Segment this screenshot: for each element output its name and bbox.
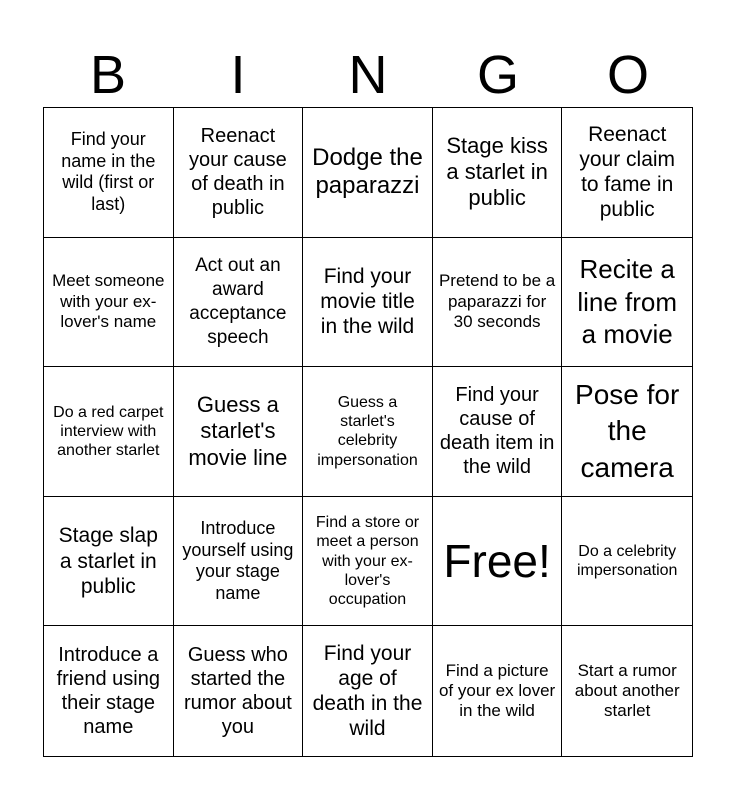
bingo-cell[interactable]: Stage kiss a starlet in public [433, 108, 563, 238]
bingo-cell[interactable]: Find a store or meet a person with your ex-lover's occupation [303, 497, 433, 627]
bingo-cell[interactable]: Reenact your claim to fame in public [562, 108, 692, 238]
bingo-cell[interactable]: Act out an award acceptance speech [174, 238, 304, 368]
bingo-cell[interactable]: Meet someone with your ex-lover's name [44, 238, 174, 368]
bingo-board [43, 107, 693, 757]
header-letter-b: B [89, 45, 127, 105]
bingo-cell[interactable]: Do a red carpet interview with another starlet [44, 367, 174, 497]
bingo-cell[interactable]: Find your age of death in the wild [303, 626, 433, 756]
bingo-cell[interactable]: Guess a starlet's movie line [174, 367, 304, 497]
bingo-cell[interactable]: Pretend to be a paparazzi for 30 seconds [433, 238, 563, 368]
bingo-cell[interactable]: Start a rumor about another starlet [574, 660, 680, 721]
bingo-cell[interactable]: Reenact your cause of death in public [174, 108, 304, 238]
free-space[interactable]: Free! [433, 497, 563, 627]
bingo-cell[interactable]: Find a picture of your ex lover in the wild [433, 626, 563, 756]
bingo-cell[interactable]: Find your movie title in the wild [303, 238, 433, 368]
header-letter-n: N [348, 45, 388, 105]
bingo-cell[interactable]: Stage slap a starlet in public [44, 497, 174, 627]
header-letter-g: G [476, 45, 519, 105]
bingo-cell[interactable]: Dodge the paparazzi [303, 108, 433, 238]
bingo-cell[interactable]: Introduce a friend using their stage name [44, 626, 174, 756]
bingo-cell[interactable]: Find your cause of death item in the wild [433, 367, 563, 497]
bingo-cell[interactable]: Find your name in the wild (first or last) [44, 108, 174, 238]
bingo-cell[interactable]: Guess a starlet's celebrity impersonation [303, 367, 433, 497]
header-letter-o: O [606, 45, 649, 105]
bingo-cell[interactable]: Do a celebrity impersonation [562, 497, 692, 627]
bingo-cell[interactable]: Pose for the camera [562, 367, 692, 497]
bingo-cell[interactable]: Introduce yourself using your stage name [174, 497, 304, 627]
bingo-cell[interactable]: Guess who started the rumor about you [174, 626, 304, 756]
bingo-header [43, 44, 693, 106]
bingo-cell[interactable]: Recite a line from a movie [562, 238, 692, 368]
header-letter-i: I [230, 45, 246, 105]
